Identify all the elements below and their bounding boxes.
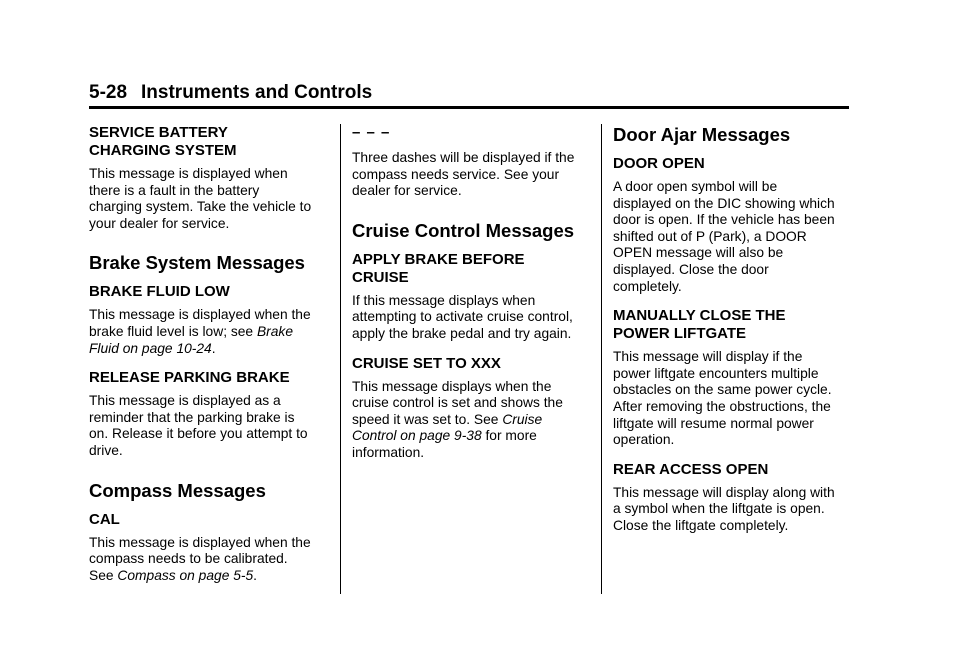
column-divider-2 xyxy=(601,124,602,594)
cal-text xyxy=(89,535,332,585)
cruise-set-text xyxy=(352,379,592,462)
column-2 xyxy=(352,124,592,462)
brake-fluid-text-a: This message is displayed when the brake fluid level is low; see xyxy=(89,307,311,339)
column-3 xyxy=(613,124,853,535)
brake-fluid-text xyxy=(89,307,332,357)
door-open-text: A door open symbol will be displayed on the DIC showing which door is open. If the vehicle has been shifted out of P (Park), a DOOR OPEN message will also be displayed. Close the door completely. xyxy=(613,179,835,294)
cal-text-a: This message is displayed when the compass needs to be calibrated. See xyxy=(89,534,311,583)
column-1 xyxy=(89,124,332,584)
cal-text-b: . xyxy=(253,567,257,583)
brake-fluid-ref-a: Brake xyxy=(256,323,293,339)
page-number: 5-28 xyxy=(89,82,128,103)
brake-section-title: Brake System Messages xyxy=(89,252,305,274)
cal-heading: CAL xyxy=(89,510,120,528)
cruise-set-heading: CRUISE SET TO XXX xyxy=(352,354,501,372)
brake-fluid-heading: BRAKE FLUID LOW xyxy=(89,283,230,301)
running-head xyxy=(89,80,849,109)
cruise-set-ref-b: Control on page 9-38 xyxy=(352,428,482,444)
liftgate-text: This message will display if the power liftgate encounters multiple obstacles on the same power cycle. After removing the obstructions, the liftgate will resume normal power operation. xyxy=(613,349,832,448)
chapter-title: Instruments and Controls xyxy=(141,82,373,103)
brake-fluid-text-b: . xyxy=(211,340,216,356)
battery-heading: SERVICE BATTERY CHARGING SYSTEM xyxy=(89,124,237,159)
parking-brake-heading: RELEASE PARKING BRAKE xyxy=(89,369,290,387)
liftgate-heading: MANUALLY CLOSE THE POWER LIFTGATE xyxy=(613,307,786,343)
cruise-set-text-b: for more information. xyxy=(352,428,537,460)
compass-section-title: Compass Messages xyxy=(89,479,266,501)
door-open-heading: DOOR OPEN xyxy=(613,155,705,172)
cruise-section-title: Cruise Control Messages xyxy=(352,219,575,241)
rear-access-text: This message will display along with a symbol when the liftgate is open. Close the liftgate completely. xyxy=(613,484,835,533)
dashes-heading: – – – xyxy=(352,124,391,141)
dashes-text: Three dashes will be displayed if the compass needs service. See your dealer for service. xyxy=(352,150,575,199)
apply-brake-text: If this message displays when attempting to activate cruise control, apply the brake pedal and try again. xyxy=(352,292,573,341)
rear-access-heading: REAR ACCESS OPEN xyxy=(613,460,769,478)
door-section-title: Door Ajar Messages xyxy=(613,124,791,145)
cruise-set-text-a: This message displays when the cruise control is set and shows the speed it was set to. See xyxy=(352,378,563,427)
battery-text: This message is displayed when there is a fault in the battery charging system. Take the vehicle to your dealer for service. xyxy=(89,166,312,231)
apply-brake-heading: APPLY BRAKE BEFORE CRUISE xyxy=(352,250,525,286)
cal-ref: Compass on page 5-5 xyxy=(117,567,254,583)
column-divider-1 xyxy=(340,124,341,594)
brake-fluid-ref-b: Fluid on page 10-24 xyxy=(89,340,212,356)
parking-brake-text: This message is displayed as a reminder that the parking brake is on. Release it before you attempt to drive. xyxy=(89,393,308,458)
cruise-set-ref-a: Cruise xyxy=(502,411,543,427)
